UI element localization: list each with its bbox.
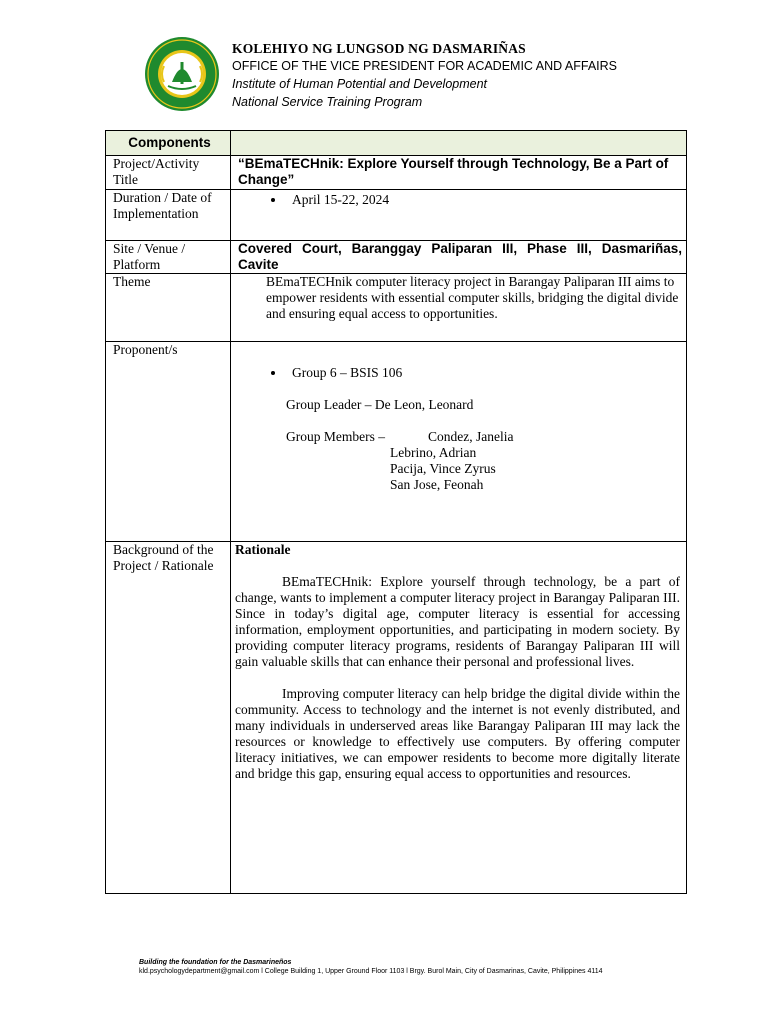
duration-cell bbox=[231, 190, 687, 241]
proponents-cell bbox=[231, 342, 687, 542]
rationale-paragraph: BEmaTECHnik: Explore yourself through technology, be a part of change, wants to implement a computer literacy project in Barangay Paliparan III. Since in today’s digital age, computer literacy is essential for accessing information, employment opportunities, and participating in modern society. By providing computer literacy programs, residents of Barangay Paliparan III will gain valuable skills that can enhance their personal and professional lives. bbox=[235, 574, 680, 669]
row-label: Background of the Project / Rationale bbox=[106, 542, 231, 894]
table-row-theme bbox=[106, 274, 687, 342]
project-title-text: “BEmaTECHnik: Explore Yourself through Technology, Be a Part of Change” bbox=[238, 156, 669, 187]
theme-value: BEmaTECHnik computer literacy project in Barangay Paliparan III aims to empower residents with essential computer skills, bridging the digital divide and ensuring equal access to opportunities. bbox=[266, 274, 679, 321]
table-row-background bbox=[106, 542, 687, 894]
rationale-paragraph: Improving computer literacy can help bridge the digital divide within the community. Access to technology and the internet is not evenly distributed, and many individuals in underserved areas like Barangay Paliparan III may lack the resources or knowledge to effectively use computers. By offering computer literacy initiatives, we can empower residents to become more digitally literate and bridge this gap, ensuring equal access to opportunities and resources. bbox=[235, 686, 680, 781]
member-name: San Jose, Feonah bbox=[390, 477, 484, 492]
college-seal-logo bbox=[144, 36, 220, 112]
member-name: Pacija, Vince Zyrus bbox=[390, 461, 496, 476]
footer-tagline: Building the foundation for the Dasmarineños bbox=[139, 959, 292, 966]
project-title bbox=[231, 156, 687, 190]
site-value: Covered Court, Baranggay Paliparan III, Phase III, Dasmariñas, Cavite bbox=[238, 241, 682, 272]
table-row-site bbox=[106, 241, 687, 274]
row-label: Theme bbox=[106, 274, 231, 342]
table-row-title bbox=[106, 156, 687, 190]
row-label: Project/Activity Title bbox=[106, 156, 231, 190]
group-members bbox=[286, 429, 682, 493]
program-name: National Service Training Program bbox=[232, 95, 423, 109]
group-name: • Group 6 – BSIS 106 bbox=[286, 365, 682, 381]
duration-value: • April 15-22, 2024 bbox=[286, 192, 682, 208]
components-header: Components bbox=[128, 135, 211, 150]
site-cell bbox=[231, 241, 687, 274]
footer-address: kld.psychologydepartment@gmail.com l College Building 1, Upper Ground Floor 1103 l Brgy. Burol Main, City of Dasmarinas, Cavite, Philippines 4114 bbox=[139, 968, 603, 975]
letterhead bbox=[144, 36, 744, 120]
page-footer bbox=[139, 958, 679, 977]
empty-header-cell bbox=[231, 131, 687, 156]
row-label: Duration / Date of Implementation bbox=[106, 190, 231, 241]
table-row-duration bbox=[106, 190, 687, 241]
members-label: Group Members – bbox=[286, 429, 385, 444]
table-row-proponents bbox=[106, 342, 687, 542]
components-header-cell bbox=[106, 131, 231, 156]
institute-name: Institute of Human Potential and Development bbox=[232, 77, 488, 91]
theme-cell bbox=[231, 274, 687, 342]
rationale-heading: Rationale bbox=[235, 542, 291, 557]
group-leader: Group Leader – De Leon, Leonard bbox=[286, 397, 474, 412]
office-name: OFFICE OF THE VICE PRESIDENT FOR ACADEMIC AND AFFAIRS bbox=[232, 59, 618, 73]
member-name: Condez, Janelia bbox=[428, 429, 514, 444]
table-header-row bbox=[106, 131, 687, 156]
institution-name: KOLEHIYO NG LUNGSOD NG DASMARIÑAS bbox=[232, 41, 526, 56]
row-label: Proponent/s bbox=[106, 342, 231, 542]
member-name: Lebrino, Adrian bbox=[390, 445, 477, 460]
background-cell bbox=[231, 542, 687, 894]
components-table bbox=[105, 130, 687, 894]
row-label: Site / Venue / Platform bbox=[106, 241, 231, 274]
